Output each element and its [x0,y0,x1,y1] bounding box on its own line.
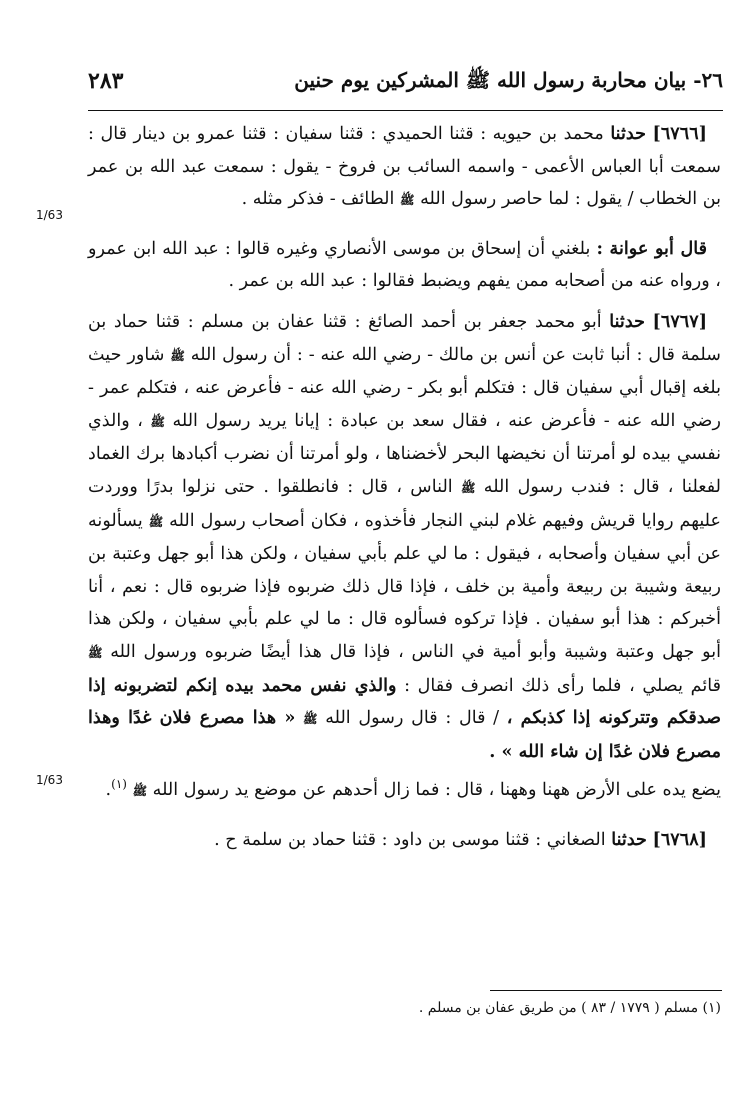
hadith-6767 [88,306,721,768]
footnote: (١) مسلم ( ١٧٧٩ / ٨٣ ) من طريق عفان بن مسلم . [418,1000,721,1016]
hadith-6768 [88,824,721,857]
salawat-glyph: ﷺ [399,193,415,208]
hadith-number: [٦٧٦٧] [652,310,708,332]
prophetic-saying: والذي نفس محمد بيده إنكم لتضربونه إذا صدقكم وتتركونه إذا كذبكم ، [88,674,722,729]
prophetic-saying: « هذا مصرع فلان غدًا وهذا مصرع فلان غدًا إن شاء الله » . [88,707,721,762]
hadith-text: ، والذي نفسي بيده لو أمرتنا أن نخيضها البحر لأخضناها ، ولو أمرتنا أن نضرب أكبادها برك الغماد لفعلنا ، قال : فندب رسول الله [88,410,722,497]
salawat-glyph: ﷺ [148,514,164,529]
hadith-number: [٦٧٦٨] [652,828,707,850]
salawat-glyph: ﷺ [170,348,185,363]
salawat-glyph: ﷺ [88,645,103,660]
chapter-title: ٢٦- بيان محاربة رسول الله ﷺ المشركين يوم حنين [294,68,723,92]
salawat-glyph: ﷺ [132,784,148,799]
footnote-divider [490,990,722,991]
narration-opener: حدثنا [609,310,645,332]
salawat-glyph: ﷺ [150,414,165,429]
hadith-text: الصغاني : قثنا موسى بن داود : قثنا حماد بن سلمة ح . [214,829,606,850]
hadith-text: أبو محمد جعفر بن أحمد الصائغ : قثنا عفان بن مسلم : قثنا حماد بن سلمة قال : أنبا ثابت عن أنس بن مالك - رضي الله عنه - : أن رسول الله [88,311,721,365]
comment-text: بلغني أن إسحاق بن موسى الأنصاري وغيره قالوا : عبد الله ابن عمرو ، ورواه عنه من أصحابه ممن يفهم ويضبط فقالوا : عبد الله بن عمر . [88,238,721,292]
footnote-reference: (١) [111,777,127,792]
hadith-6767-continued: يضع يده على الأرض ههنا وههنا ، قال : فما زال أحدهم عن موضع يد رسول الله ﷺ $^{(١)}$. [105,777,721,801]
margin-folio-note: 1/63 [36,773,63,787]
hadith-text: يسألونه عن أبي سفيان وأصحابه ، فيقول : ما لي علم بأبي سفيان ، ولكن هذا أبو جهل وعتبة بن ربيعة وشيبة بن ربيعة وأمية بن خلف ، فإذا قال ذلك ضربوه فإذا ضربوه قال : نعم ، أنا أخبركم : هذا أبو سفيان . فإذا تركوه فسألوه قال : ما لي علم بأبي سفيان ، ولكن هذا أبو جهل وعتبة وشيبة وأبو أمية في الناس ، فإذا قال هذا أيضًا ضربوه ورسول الله [88,510,722,662]
narration-opener: حدثنا [611,828,647,850]
hadith-text: الطائف - فذكر مثله . [241,189,395,210]
salawat-glyph: ﷺ [303,712,318,727]
hadith-text: الناس ، قال : فانطلقوا . حتى نزلوا بدرًا ووردت عليهم روايا قريش وفيهم غلام لبني النجار فأخذوه ، فكان أصحاب رسول الله [88,476,722,531]
commentator-label: قال أبو عوانة : [596,237,708,259]
page-number: ٢٨٣ [88,68,124,94]
salawat-glyph: ﷺ [460,480,476,495]
hadith-text: محمد بن حيويه : قثنا الحميدي : قثنا سفيان : قثنا عمرو بن دينار قال : سمعت أبا العباس الأعمى - واسمه السائب بن فروخ - يقول : سمعت عبد الله بن عمر بن الخطاب / يقول : لما حاصر رسول الله [88,124,721,210]
narration-opener: حدثنا [610,123,646,144]
hadith-text: شاور حيث بلغه إقبال أبي سفيان قال : فتكلم أبو بكر - رضي الله عنه - فأعرض عنه ، فتكلم عمر - رضي الله عنه - فأعرض عنه ، فقال سعد بن عبادة : إيانا يريد رسول الله [88,344,721,431]
abu-awana-comment [88,233,721,298]
hadith-text: يضع يده على الأرض ههنا وههنا ، قال : فما زال أحدهم عن موضع يد رسول الله [152,780,721,801]
main-text [88,118,721,856]
running-header [88,66,723,111]
hadith-number: [٦٧٦٦] [652,123,707,144]
hadith-text: / قال : قال رسول الله [325,708,500,729]
margin-folio-note: 1/63 [36,208,63,222]
hadith-6766 [88,118,721,217]
hadith-text: قائم يصلي ، فلما رأى ذلك انصرف فقال : [404,675,721,696]
